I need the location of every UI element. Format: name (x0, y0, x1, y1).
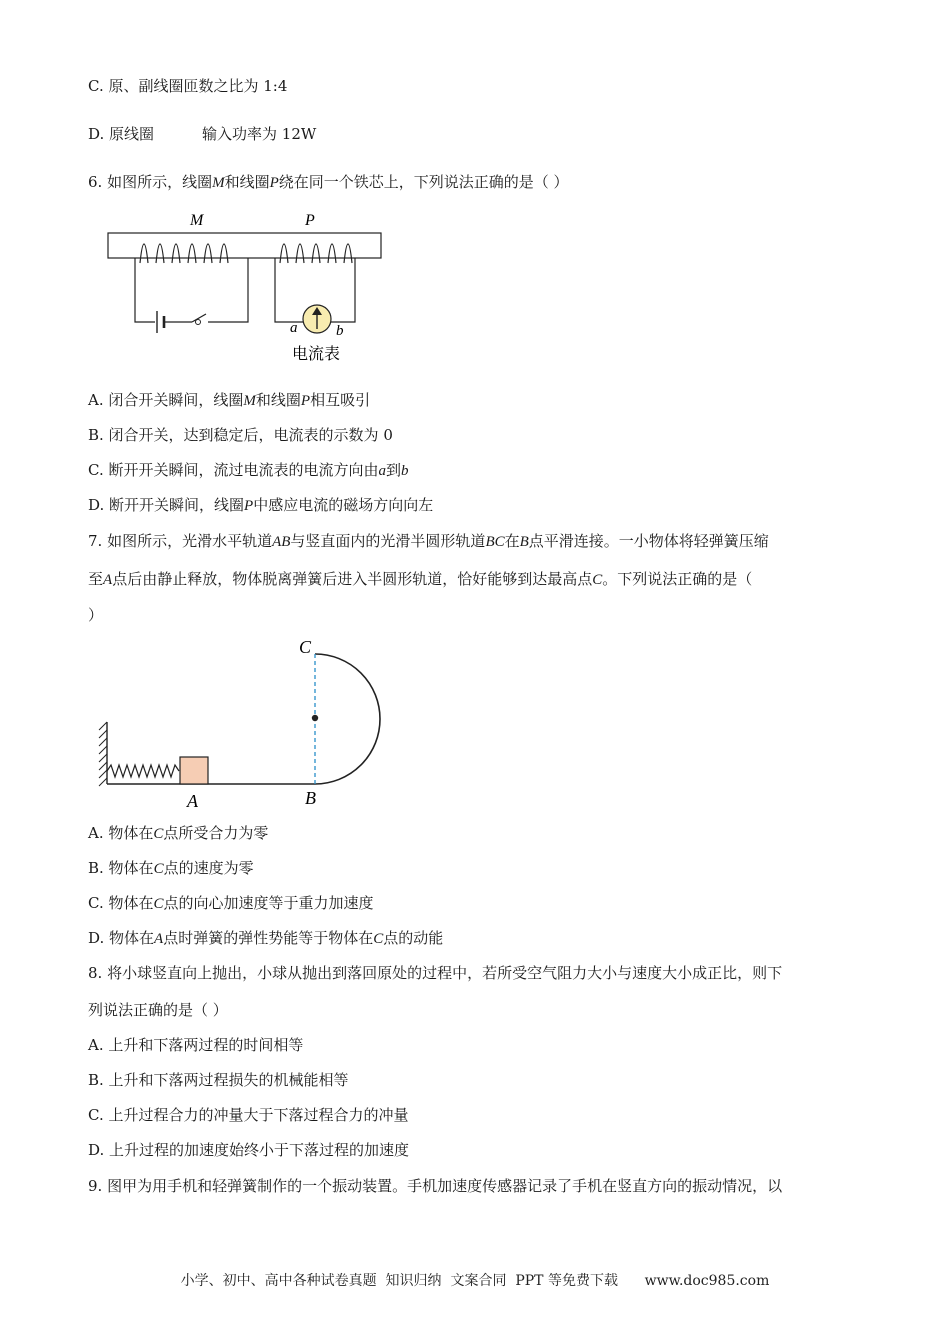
q8-stem-line1: 8. 将小球竖直向上抛出，小球从抛出到落回原处的过程中，若所受空气阻力大小与速度大小成正比，则下 (88, 964, 783, 982)
circle-center (312, 715, 318, 721)
q5-option-d: D. 原线圈 输入功率为 12W (88, 125, 317, 143)
q6-stem: 6. 如图所示，线圈M和线圈P绕在同一个铁芯上，下列说法正确的是（ ） (88, 173, 569, 191)
q7-stem-line3: ） (88, 606, 104, 624)
q7-stem-line2: 至A点后由静止释放，物体脱离弹簧后进入半圆形轨道，恰好能够到达最高点C。下列说法正确的是（ (88, 570, 753, 588)
q8-stem-line2: 列说法正确的是（ ） (88, 1001, 228, 1019)
block (180, 757, 208, 784)
q7-option-d: D. 物体在A点时弹簧的弹性势能等于物体在C点的动能 (88, 929, 444, 947)
iron-core (108, 233, 381, 258)
label-a-point: A (187, 791, 198, 811)
q5-option-c: C. 原、副线圈匝数之比为 1:4 (88, 77, 288, 95)
q8-option-b: B. 上升和下落两过程损失的机械能相等 (88, 1071, 349, 1089)
q6-option-b: B. 闭合开关，达到稳定后，电流表的示数为 0 (88, 426, 393, 444)
q7-option-a: A. 物体在C点所受合力为零 (88, 824, 269, 842)
spring (107, 765, 179, 777)
q6-option-c: C. 断开开关瞬间，流过电流表的电流方向由a到b (88, 461, 409, 479)
label-m: M (190, 212, 204, 229)
q6-option-d: D. 断开开关瞬间，线圈P中感应电流的磁场方向向左 (88, 496, 434, 514)
page-footer: 小学、初中、高中各种试卷真题 知识归纳 文案合同 PPT 等免费下载 www.doc985.com (180, 1273, 770, 1289)
ammeter-caption: 电流表 (292, 344, 341, 363)
switch-pivot (196, 320, 201, 325)
circuit-p-left (275, 258, 303, 322)
coil-figure (100, 205, 390, 365)
semicircle-track (315, 654, 380, 784)
q7-stem-line1: 7. 如图所示，光滑水平轨道AB与竖直面内的光滑半圆形轨道BC在B点平滑连接。一小物体将轻弹簧压缩 (88, 532, 769, 550)
circuit-m-right (208, 258, 248, 322)
label-b: b (336, 323, 344, 339)
q8-option-d: D. 上升过程的加速度始终小于下落过程的加速度 (88, 1141, 410, 1159)
wall-hatching (99, 722, 107, 786)
label-b-point: B (305, 788, 316, 808)
label-c: C (299, 637, 312, 657)
q9-stem-line1: 9. 图甲为用手机和轻弹簧制作的一个振动装置。手机加速度传感器记录了手机在竖直方向的振动情况，以 (88, 1177, 783, 1195)
q7-option-c: C. 物体在C点的向心加速度等于重力加速度 (88, 894, 374, 912)
q8-option-c: C. 上升过程合力的冲量大于下落过程合力的冲量 (88, 1106, 409, 1124)
q8-option-a: A. 上升和下落两过程的时间相等 (88, 1036, 304, 1054)
track-figure (95, 632, 395, 812)
q7-option-b: B. 物体在C点的速度为零 (88, 859, 254, 877)
circuit-m-left (135, 258, 155, 322)
circuit-p-right (331, 258, 355, 322)
label-p: P (305, 212, 315, 229)
q6-option-a: A. 闭合开关瞬间，线圈M和线圈P相互吸引 (88, 391, 371, 409)
label-a: a (290, 320, 298, 336)
